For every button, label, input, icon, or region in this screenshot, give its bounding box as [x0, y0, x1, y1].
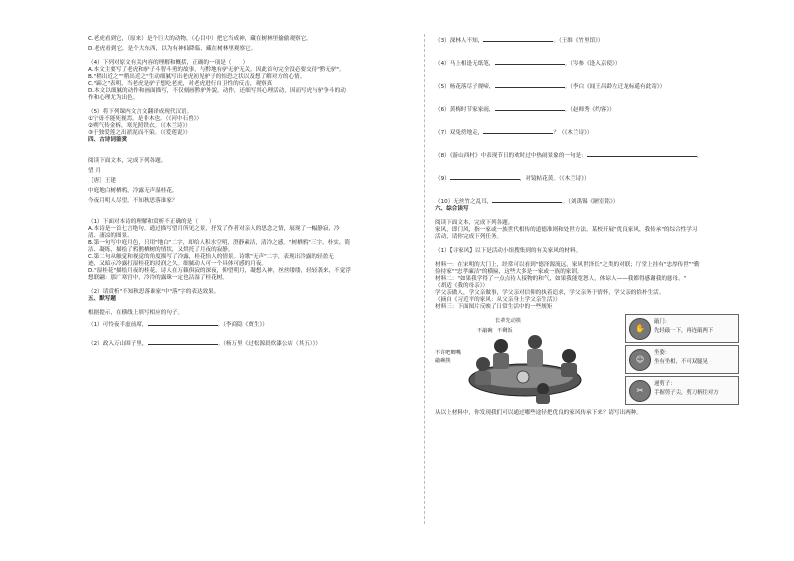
- fill-item-4: （4）马上相逢无纸笔， 。（岑参《逢入京使》）: [435, 60, 621, 67]
- poem-q1-b-cont: 洁、凝练，描绘了鸦鹊栖树的情状，又烘托了月夜的寂静。: [88, 246, 234, 253]
- scene-caption-4: 不许吧唧嘴: [435, 349, 461, 356]
- poem-question-2: （2）请赏析"不知秋思落谁家"中"落"字的表达效果。: [88, 288, 220, 295]
- section-6-heading: 六、综合读写: [435, 205, 469, 212]
- material-2: 材料二："如果我学得了一点点待人接物的和气，如果我能宽恕人，体谅人——我都得感谢我的慈母。": [435, 275, 687, 282]
- poem-question-1: （1）下面对本诗的理解和赏析不正确的是（ ）: [88, 218, 215, 225]
- poem-q1-d-cont: 想联翩：那广寒宫中，冷冷的露珠一定也沾湿了桂花树。: [88, 274, 228, 281]
- fill-item-8: （8）《游山西村》中表现节日的欢时过中热闹景象的一句是： 。: [435, 152, 703, 159]
- intro-line-2: 活动，请你完成下列任务。: [435, 233, 503, 240]
- material-1: 材料一：在宋明的大门上，经常可以看到"德泽源流远，家风世泽长"之类的对联；厅堂上挂有"忠厚传世""勤: [435, 261, 700, 268]
- task-1: （1）【寻家风】以下是活动小组搜集到的有关家风的材料。: [435, 247, 582, 254]
- answer-blank[interactable]: [495, 82, 565, 88]
- rule-panel-scissors: [625, 376, 739, 405]
- q4-option-a: A.本文主要写了老虎和驴子斗智斗勇的故事，与黔地有驴无驴无关，因此首句完全没必要交待"黔无驴"。: [88, 66, 345, 73]
- scene-caption-3: 不剩饭: [497, 327, 513, 334]
- poem-q1-c: C.第二句从触觉和视觉的角度描写了冷露，桂花怡人的情景。诗歌"无声"二字，表现出冷露的轻盈无: [88, 253, 334, 260]
- question-5: （5）将下列课内文言文翻译成现代汉语。: [88, 108, 193, 115]
- etiquette-illustration: [435, 314, 755, 406]
- poem-q1-d: D."湿桂花"描绘月夜的桂花，诗人在万籁俱寂的深夜，仰望明月，凝想入神，丝丝缕缕，轻轻袭来，不觉浮: [88, 267, 351, 274]
- answer-blank[interactable]: [450, 174, 520, 180]
- answer-blank[interactable]: [587, 151, 697, 157]
- poem-author: ［唐］王建: [88, 177, 116, 184]
- rule-panel-posture: [625, 345, 739, 374]
- fill-item-6: （6）黄梅时节家家雨， 。（赵师秀《约客》）: [435, 106, 615, 113]
- rule-panel-text: 先轻敲一下，再连敲两下: [654, 327, 714, 334]
- material-2-text: 学父亲做人，学父亲做事，学父亲对信仰的执着追求，学父亲务于情怀，学父亲的恰朴生活。: [435, 289, 665, 296]
- poem-q1-a: A.本诗是一首七言绝句。通过描写望月所见之景，抒发了作者对亲人的思念之情，展现了一幅静寂、冷: [88, 225, 340, 232]
- rule-panel-tag: 敲门：: [654, 318, 671, 325]
- scissors-icon: ✂: [629, 380, 651, 402]
- scene-caption-5: 敲碗筷: [435, 357, 451, 364]
- material-1-cont: 俭持家""忠孝廉洁"的横匾，这些大多是一家或一族的家训。: [435, 268, 583, 275]
- question-4: （4）下列对原文有关内容的理解和概括，正确的一项是（ ）: [88, 59, 249, 66]
- rule-panel-tag: 坐姿：: [654, 349, 671, 356]
- fill-item-2: （2）政入万山围子里， 。（杨万里《过松源晨炊漆公店（其五）》）: [88, 340, 321, 347]
- option-d: D.老虎看到它，是个大东西，以为有神仙降临，藏在树林里观察它。: [88, 45, 257, 52]
- answer-blank[interactable]: [492, 197, 562, 203]
- fill-item-1: （1）可怜夜半虚前席， 。（李商隐《贾生》）: [88, 321, 268, 328]
- section-4-heading: 四、古诗词鉴赏: [88, 136, 128, 143]
- poem-line-2: 今夜月明人尽望，不知秋思落谁家？: [88, 197, 178, 204]
- material-2-source-2: （摘自《习近平的家风：从父亲身上学父亲生活》）: [435, 296, 561, 303]
- section-5-heading: 五、默写题: [88, 295, 116, 302]
- answer-blank[interactable]: [148, 339, 218, 345]
- column-divider: [424, 34, 425, 524]
- hand-knock-icon: ✋: [629, 318, 651, 340]
- answer-blank[interactable]: [483, 128, 553, 134]
- poem-q1-a-cont: 清、凄凉的图景。: [88, 232, 133, 239]
- reading-intro: 阅读下面文本，完成下列各题。: [435, 219, 514, 226]
- translate-2: ②朔气传金柝，寒光照铁衣。（《木兰诗》）: [88, 122, 191, 129]
- answer-blank[interactable]: [483, 36, 553, 42]
- fill-item-7: （7）双兔傍地走， ？（《木兰诗》）: [435, 129, 593, 136]
- poem-q1-c-cont: 迹，又暗示冷露打湿桂花的浸润之久。细腻动人可一个具体可感的月夜。: [88, 260, 268, 267]
- material-2-source: （胡适《我的母亲》）: [435, 282, 489, 289]
- translate-1: ①宁毋不能死视焉，是非木也。（《河中石兽》）: [88, 115, 203, 122]
- fill-item-5: （5）杨花落尽子规啼， 。（李白《闻王昌龄左迁龙标遥有此寄》）: [435, 83, 666, 90]
- left-column: [88, 36, 408, 348]
- final-question: 从以上材料中，你发现我们可以通过哪些途径把优良的家风传承下来？请写出两种。: [435, 409, 642, 416]
- rule-panel-knock: [625, 314, 739, 343]
- fill-item-3: （3）深林人不知， 。（王维《竹里馆》）: [435, 38, 604, 44]
- material-3: 材料三：下面图片反映了日常生活中的一些规矩: [435, 303, 553, 310]
- scene-caption-2: 不敲碗: [477, 327, 493, 334]
- fill-item-9: （9） ，对镜帖花黄。（《木兰诗》）: [435, 175, 590, 182]
- dining-scene-image: [435, 314, 605, 406]
- q4-option-d: D.本文以细腻的动作和画面描写，不仅刻画黔驴外貌，动作，还细写其心理活动，因而写虎与驴争斗的动: [88, 87, 346, 94]
- answer-blank[interactable]: [148, 320, 218, 326]
- poem-line-1: 中庭地白树栖鸦，冷露无声湿桂花。: [88, 187, 178, 194]
- translate-3: ③于独爱莲之出淤泥而不染。（《爱莲说》）: [88, 129, 191, 136]
- rule-panel-text: 手握剪子尖，剪刀柄往对方: [654, 389, 719, 396]
- fill-intro: 根据提示，在横线上填写相应的句子。: [88, 309, 184, 316]
- poem-q1-b: B.第一句写中庭月色，只用"地白"二字，却给人积水空明，澄静素洁，清冷之感。"树栖鸦"三字，朴实、简: [88, 239, 351, 246]
- rule-panel-text: 坐有坐相，不可双腿晃: [654, 358, 708, 365]
- q4-option-c: C."蹄之"表明，当老虎是驴子想吃老虎，对老虎进行自卫性的反击，观察真: [88, 80, 273, 87]
- fill-item-10: （10）无丝竹之乱耳， 。（刘禹锡《陋室铭》）: [435, 198, 619, 205]
- right-column: [435, 36, 765, 417]
- poem-intro: 阅读下面文本，完成下列各题。: [88, 157, 167, 164]
- poem-title: 望 月: [88, 167, 101, 174]
- intro-line-1: 家风，即门风，指一家或一族世代相传的道德准则和处世方法。某校开展"优良家风，我传承"的综合性学习: [435, 226, 698, 233]
- rule-panel-tag: 递剪子：: [654, 380, 676, 387]
- scene-caption-1: 长辈先动筷: [495, 317, 521, 324]
- answer-blank[interactable]: [495, 105, 565, 111]
- q4-option-b: B."稍出近之""稍出近之"生动细腻写出老虎初见驴子的惊恐之状以及想了解对方的心情。: [88, 73, 306, 80]
- answer-blank[interactable]: [495, 59, 565, 65]
- q4-option-d-cont: 作和心理尤为出色。: [88, 94, 139, 101]
- person-sitting-icon: ☺: [629, 349, 651, 371]
- option-c: C.老虎看到它，（原来）是个巨大的动物，（心目中）把它当成神，藏在树林里偷偷观察它。: [88, 36, 312, 42]
